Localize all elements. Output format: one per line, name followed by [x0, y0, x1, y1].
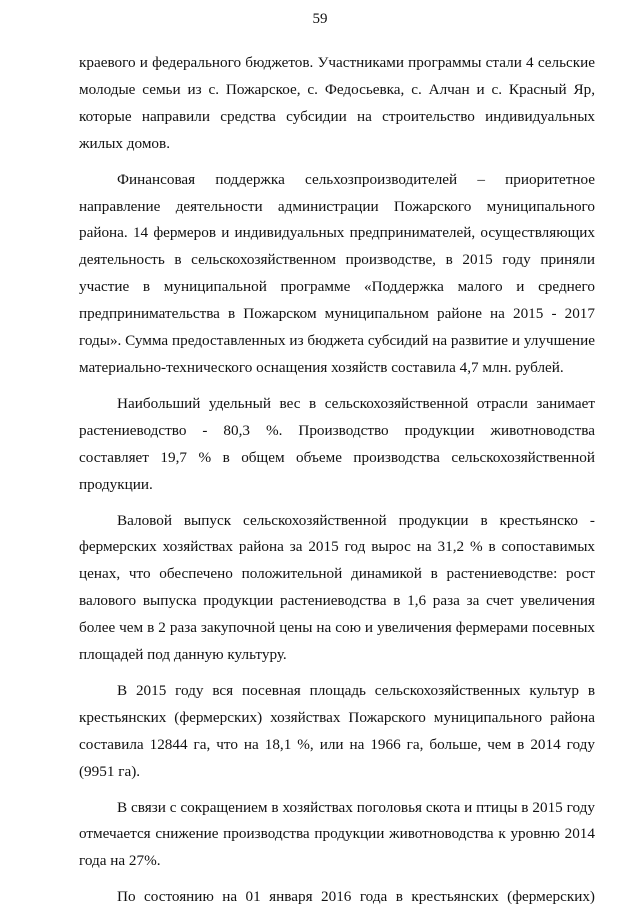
paragraph-5: В 2015 году вся посевная площадь сельскохозяйственных культур в крестьянских (фермерских) хозяйствах Пожарского муниципального района составила 12844 га, что на 18,1 %, или на 1966 га, больше, чем в 2014 году (9951 га).: [79, 681, 595, 780]
paragraph-7: По состоянию на 01 января 2016 года в крестьянских (фермерских): [117, 888, 595, 906]
paragraph-1: краевого и федерального бюджетов. Участниками программы стали 4 сельские молодые семьи из с. Пожарское, с. Федосьевка, с. Алчан и с. Красный Яр, которые направили средства субсидии на строительство индивидуальных жилых домов.: [79, 54, 595, 152]
page-number: 59: [312, 11, 328, 27]
paragraph-6: В связи с сокращением в хозяйствах поголовья скота и птицы в 2015 году отмечается снижение производства продукции животноводства к уровню 2014 года на 27%.: [79, 798, 595, 870]
paragraph-3: Наибольший удельный вес в сельскохозяйственной отрасли занимает растениеводство - 80,3 %. Производство продукции животноводства составляет 19,7 % в общем объеме производства сельскохозяйственной продукции.: [79, 394, 595, 493]
document-body: [79, 50, 595, 911]
paragraph-4: Валовой выпуск сельскохозяйственной продукции в крестьянско - фермерских хозяйствах района за 2015 год вырос на 31,2 % в сопоставимых ценах, что обеспечено положительной динамикой в растениеводстве: рост валового выпуска продукции растениеводства в 1,6 раза за счет увеличения более чем в 2 раза закупочной цены на сою и увеличения фермерами посевных площадей под данную культуру.: [79, 511, 595, 664]
paragraph-2: Финансовая поддержка сельхозпроизводителей – приоритетное направление деятельности администрации Пожарского муниципального района. 14 фермеров и индивидуальных предпринимателей, осуществляющих деятельность в сельскохозяйственном производстве, в 2015 году приняли участие в муниципальной программе «Поддержка малого и среднего предпринимательства в Пожарском муниципальном районе на 2015 - 2017 годы». Сумма предоставленных из бюджета субсидий на развитие и улучшение материально-технического оснащения хозяйств составила 4,7 млн. рублей.: [79, 170, 595, 376]
